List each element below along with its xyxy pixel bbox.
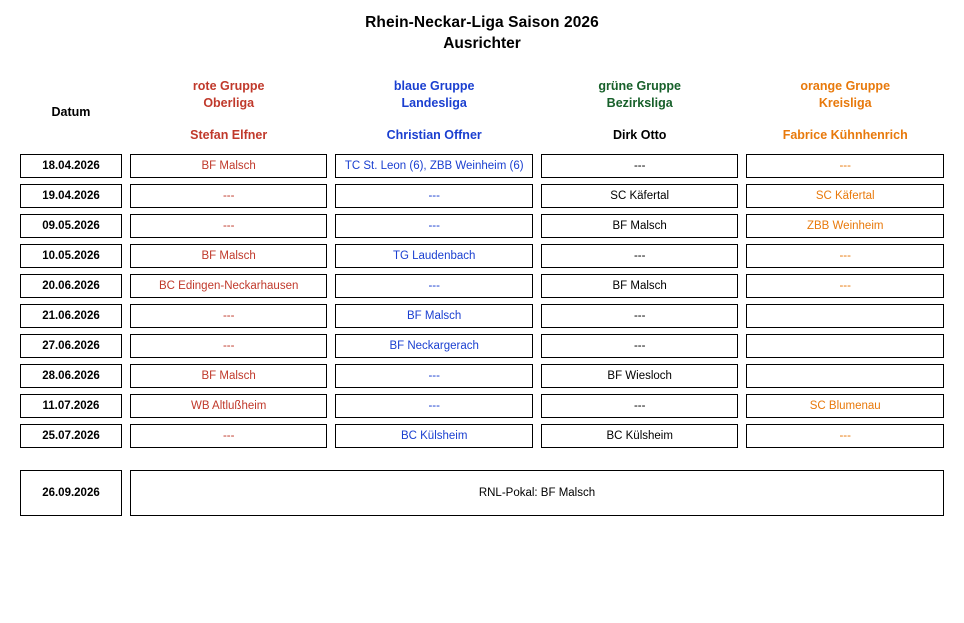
page-title: Rhein-Neckar-Liga Saison 2026 — [365, 14, 599, 31]
cell-green: SC Käfertal — [541, 184, 739, 208]
cell-green: BF Malsch — [541, 214, 739, 238]
cell-red: BF Malsch — [130, 364, 328, 388]
table-row — [20, 424, 944, 448]
table-header-groups — [20, 77, 944, 114]
schedule-table — [12, 71, 952, 522]
cell-red: --- — [130, 334, 328, 358]
table-row — [20, 184, 944, 208]
header-group-red-league: Oberliga — [203, 95, 255, 110]
cell-green: BC Külsheim — [541, 424, 739, 448]
cell-blue: BC Külsheim — [335, 424, 533, 448]
table-row-pokal — [20, 470, 944, 516]
table-row — [20, 364, 944, 388]
row-date: 20.06.2026 — [20, 274, 122, 298]
spacer-cell — [130, 454, 328, 464]
table-header-contacts — [20, 120, 944, 148]
header-group-red-name: rote Gruppe — [192, 79, 265, 93]
cell-red: --- — [130, 424, 328, 448]
table-row — [20, 394, 944, 418]
header-contact-blue: Christian Offner — [386, 127, 482, 142]
header-group-blue-name: blaue Gruppe — [393, 79, 475, 93]
cell-orange: --- — [746, 274, 944, 298]
cell-green: BF Wiesloch — [541, 364, 739, 388]
row-date: 19.04.2026 — [20, 184, 122, 208]
cell-blue: --- — [335, 184, 533, 208]
header-group-red — [130, 77, 328, 114]
row-spacer — [20, 454, 944, 464]
cell-green: --- — [541, 334, 739, 358]
header-group-green-league: Bezirksliga — [606, 95, 673, 110]
header-contact-orange: Fabrice Kühnhenrich — [782, 127, 908, 142]
cell-blue: --- — [335, 214, 533, 238]
cell-green: --- — [541, 394, 739, 418]
cell-orange — [746, 304, 944, 328]
title-block — [0, 0, 964, 53]
header-date-label: Datum — [51, 105, 91, 120]
header-group-blue-league: Landesliga — [401, 95, 467, 110]
spacer-cell — [746, 454, 944, 464]
cell-blue: --- — [335, 394, 533, 418]
cell-blue: BF Malsch — [335, 304, 533, 328]
row-date: 28.06.2026 — [20, 364, 122, 388]
cell-blue: --- — [335, 274, 533, 298]
table-row — [20, 214, 944, 238]
cell-red: BF Malsch — [130, 154, 328, 178]
cell-orange: ZBB Weinheim — [746, 214, 944, 238]
spacer-cell — [541, 454, 739, 464]
row-date: 27.06.2026 — [20, 334, 122, 358]
table-row — [20, 334, 944, 358]
spacer-cell — [335, 454, 533, 464]
table-row — [20, 244, 944, 268]
header-group-orange-name: orange Gruppe — [800, 79, 891, 93]
cell-green: --- — [541, 304, 739, 328]
cell-blue: TG Laudenbach — [335, 244, 533, 268]
cell-orange: --- — [746, 244, 944, 268]
row-date: 21.06.2026 — [20, 304, 122, 328]
cell-red: BC Edingen-Neckarhausen — [130, 274, 328, 298]
cell-blue: BF Neckargerach — [335, 334, 533, 358]
row-date: 09.05.2026 — [20, 214, 122, 238]
cell-red: WB Altlußheim — [130, 394, 328, 418]
cell-red: BF Malsch — [130, 244, 328, 268]
cell-green: --- — [541, 244, 739, 268]
cell-blue: TC St. Leon (6), ZBB Weinheim (6) — [335, 154, 533, 178]
pokal-date: 26.09.2026 — [20, 470, 122, 516]
cell-red: --- — [130, 304, 328, 328]
cell-orange: SC Blumenau — [746, 394, 944, 418]
cell-green: BF Malsch — [541, 274, 739, 298]
table-row — [20, 154, 944, 178]
header-contact-red: Stefan Elfner — [190, 127, 268, 142]
row-date: 25.07.2026 — [20, 424, 122, 448]
spacer-cell — [20, 454, 122, 464]
row-date: 11.07.2026 — [20, 394, 122, 418]
pokal-text: RNL-Pokal: BF Malsch — [130, 470, 944, 516]
cell-blue: --- — [335, 364, 533, 388]
row-date: 10.05.2026 — [20, 244, 122, 268]
cell-orange: --- — [746, 154, 944, 178]
header-group-blue — [335, 77, 533, 114]
page-subtitle: Ausrichter — [443, 35, 521, 52]
row-date: 18.04.2026 — [20, 154, 122, 178]
table-row — [20, 304, 944, 328]
cell-orange: --- — [746, 424, 944, 448]
header-group-orange — [746, 77, 944, 114]
header-group-green-name: grüne Gruppe — [598, 79, 682, 93]
cell-orange: SC Käfertal — [746, 184, 944, 208]
cell-orange — [746, 334, 944, 358]
header-contact-green: Dirk Otto — [612, 127, 667, 142]
cell-green: --- — [541, 154, 739, 178]
header-group-green — [541, 77, 739, 114]
cell-red: --- — [130, 214, 328, 238]
header-group-orange-league: Kreisliga — [818, 95, 872, 110]
cell-orange — [746, 364, 944, 388]
cell-red: --- — [130, 184, 328, 208]
table-row — [20, 274, 944, 298]
